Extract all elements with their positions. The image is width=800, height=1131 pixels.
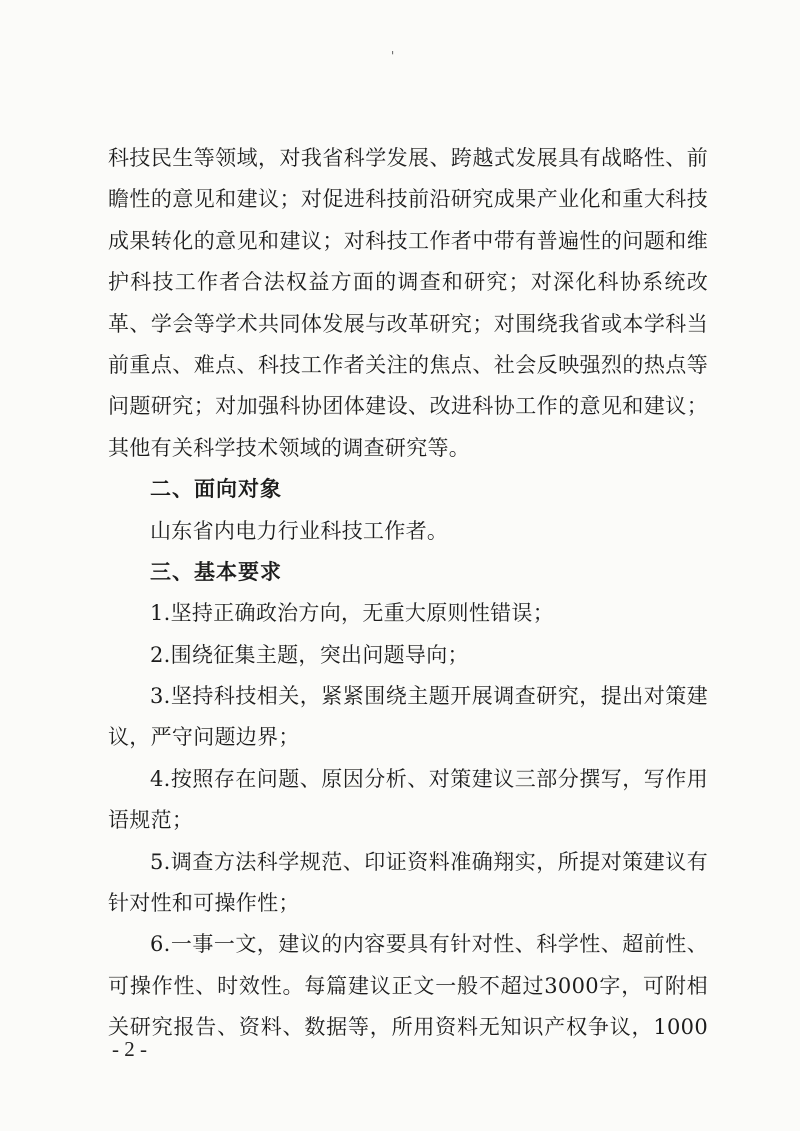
body-line: 2.围绕征集主题，突出问题导向； (150, 642, 469, 667)
body-line: 议，严守问题边界； (108, 725, 300, 750)
body-line: 1.坚持正确政治方向，无重大原则性错误； (150, 601, 555, 626)
body-line: 山东省内电力行业科技工作者。 (150, 518, 449, 543)
body-line: 前重点、难点、科技工作者关注的焦点、社会反映强烈的热点等 (108, 352, 708, 377)
page-number: - 2 - (112, 1037, 147, 1061)
section-heading: 二、面向对象 (150, 477, 282, 502)
body-line: 6.一事一文，建议的内容要具有针对性、科学性、超前性、 (150, 932, 708, 957)
body-line: 4.按照存在问题、原因分析、对策建议三部分撰写，写作用 (150, 766, 708, 791)
body-line: 可操作性、时效性。每篇建议正文一般不超过3000字，可附相 (108, 973, 708, 998)
body-line: 3.坚持科技相关，紧紧围绕主题开展调查研究，提出对策建 (150, 684, 708, 709)
body-line: 关研究报告、资料、数据等，所用资料无知识产权争议，1000 (108, 1015, 708, 1040)
top-mark: ' (391, 49, 395, 63)
section-heading: 三、基本要求 (150, 559, 282, 584)
document-body (108, 138, 708, 1049)
body-line: 瞻性的意见和建议；对促进科技前沿研究成果产业化和重大科技 (108, 187, 708, 212)
body-line: 语规范； (108, 808, 194, 833)
body-line: 成果转化的意见和建议；对科技工作者中带有普遍性的问题和维 (108, 228, 708, 253)
body-line: 其他有关科学技术领域的调查研究等。 (108, 435, 471, 460)
body-line: 针对性和可操作性； (108, 891, 300, 916)
body-line: 5.调查方法科学规范、印证资料准确翔实，所提对策建议有 (150, 849, 708, 874)
body-line: 护科技工作者合法权益方面的调查和研究；对深化科协系统改 (108, 270, 708, 295)
body-line: 问题研究；对加强科协团体建设、改进科协工作的意见和建议； (108, 394, 708, 419)
body-line: 革、学会等学术共同体发展与改革研究；对围绕我省或本学科当 (108, 311, 708, 336)
body-line: 科技民生等领域，对我省科学发展、跨越式发展具有战略性、前 (108, 146, 708, 170)
